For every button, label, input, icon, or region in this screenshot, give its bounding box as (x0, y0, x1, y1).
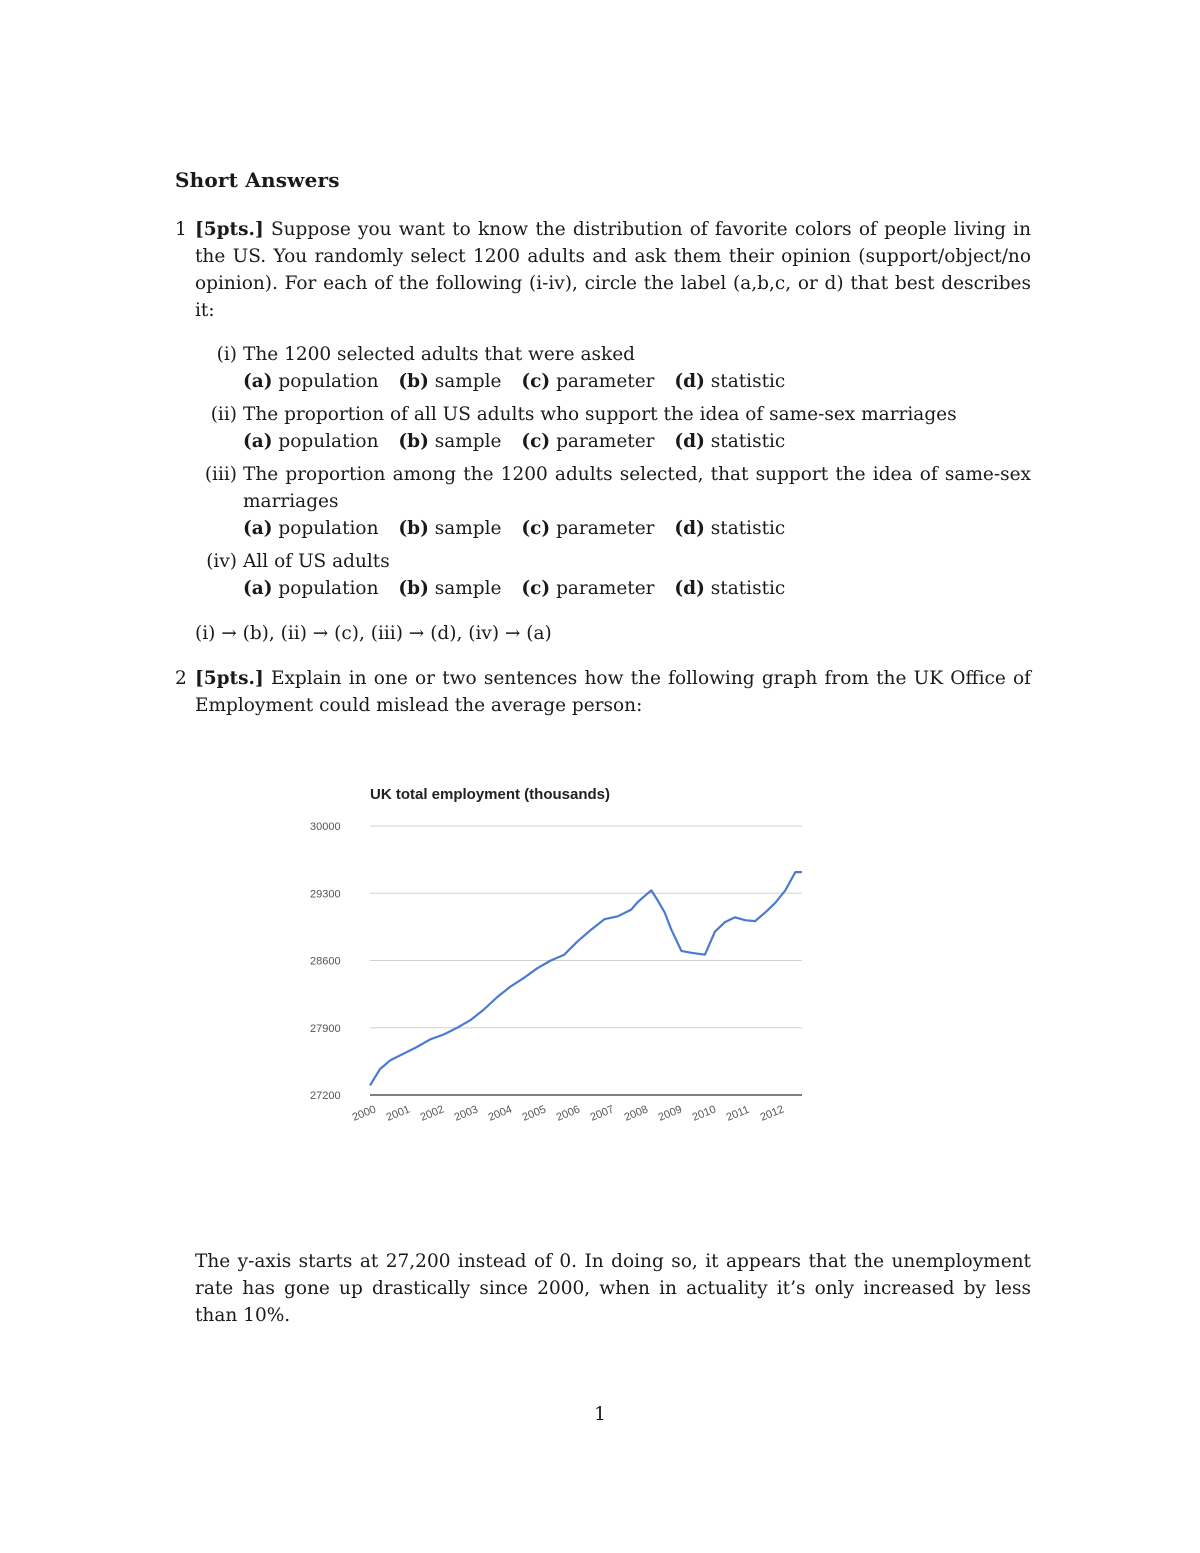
item-label: (i) (216, 344, 237, 365)
choice-a[interactable]: (a) population (243, 578, 379, 599)
choice-b[interactable]: (b) sample (398, 578, 502, 599)
question-body: Suppose you want to know the distribution of favorite colors of people living in the US. You randomly select 1200 adults and ask them their opinion (support/object/no opinion). For each of the following (i-iv), circle the label (a,b,c, or d) that best describes it: (195, 219, 1031, 321)
item-label: (iii) (204, 464, 237, 485)
question-1 (175, 216, 1031, 324)
list-item (195, 461, 1031, 542)
item-text: All of US adults (243, 551, 390, 572)
item-label: (iv) (206, 551, 237, 572)
choice-d[interactable]: (d) statistic (674, 518, 786, 539)
choice-row (243, 428, 1031, 455)
y-tick-label: 27200 (310, 1090, 341, 1102)
choice-c[interactable]: (c) parameter (521, 371, 655, 392)
choice-c[interactable]: (c) parameter (521, 578, 655, 599)
x-tick-label: 2001 (384, 1103, 412, 1124)
item-text: The proportion among the 1200 adults selected, that support the idea of same-sex marriages (243, 464, 1031, 512)
choice-d[interactable]: (d) statistic (674, 431, 786, 452)
x-tick-label: 2012 (758, 1103, 786, 1124)
question-text (195, 665, 1031, 719)
choice-d[interactable]: (d) statistic (674, 578, 786, 599)
question-number: 1 (175, 219, 187, 240)
points-label: [5pts.] (195, 219, 264, 240)
x-tick-label: 2004 (486, 1103, 514, 1124)
x-tick-label: 2005 (520, 1103, 548, 1124)
employment-chart (300, 780, 820, 1160)
x-tick-label: 2010 (690, 1103, 718, 1124)
choice-row (243, 575, 1031, 602)
choice-a[interactable]: (a) population (243, 518, 379, 539)
question-number: 2 (175, 668, 187, 689)
chart-svg (300, 780, 820, 1160)
points-label: [5pts.] (195, 668, 264, 689)
y-tick-label: 30000 (310, 821, 341, 833)
choice-d[interactable]: (d) statistic (674, 371, 786, 392)
x-tick-label: 2000 (350, 1103, 378, 1124)
answer-key: (i) → (b), (ii) → (c), (iii) → (d), (iv) → (a) (195, 623, 552, 644)
x-tick-label: 2007 (588, 1103, 616, 1124)
item-label: (ii) (210, 404, 237, 425)
question-2 (175, 665, 1031, 719)
section-title: Short Answers (175, 168, 340, 192)
choice-c[interactable]: (c) parameter (521, 518, 655, 539)
list-item (195, 548, 1031, 602)
list-item (195, 341, 1031, 395)
page-number: 1 (594, 1404, 606, 1425)
y-tick-label: 27900 (310, 1022, 341, 1035)
series-line (370, 872, 802, 1085)
choice-b[interactable]: (b) sample (398, 431, 502, 452)
item-text: The proportion of all US adults who support the idea of same-sex marriages (243, 404, 957, 425)
question-text (195, 216, 1031, 324)
choice-a[interactable]: (a) population (243, 371, 379, 392)
choice-c[interactable]: (c) parameter (521, 431, 655, 452)
y-tick-label: 29300 (310, 888, 341, 901)
x-tick-label: 2006 (554, 1103, 582, 1124)
choice-a[interactable]: (a) population (243, 431, 379, 452)
x-tick-label: 2008 (622, 1103, 650, 1124)
x-tick-label: 2009 (656, 1103, 684, 1124)
list-item (195, 401, 1031, 455)
choice-b[interactable]: (b) sample (398, 371, 502, 392)
question-1-items (195, 341, 1031, 608)
choice-row (243, 368, 1031, 395)
y-tick-label: 28600 (310, 955, 341, 968)
item-text: The 1200 selected adults that were asked (243, 344, 636, 365)
x-tick-label: 2002 (418, 1103, 446, 1124)
choice-b[interactable]: (b) sample (398, 518, 502, 539)
x-tick-label: 2011 (724, 1103, 752, 1124)
choice-row (243, 515, 1031, 542)
x-tick-label: 2003 (452, 1103, 480, 1124)
chart-title: UK total employment (thousands) (370, 786, 611, 803)
question-body: Explain in one or two sentences how the following graph from the UK Office of Employment could mislead the average person: (195, 668, 1031, 716)
answer-text: The y-axis starts at 27,200 instead of 0. In doing so, it appears that the unemployment rate has gone up drastically since 2000, when in actuality it’s only increased by less than 10%. (195, 1251, 1031, 1326)
